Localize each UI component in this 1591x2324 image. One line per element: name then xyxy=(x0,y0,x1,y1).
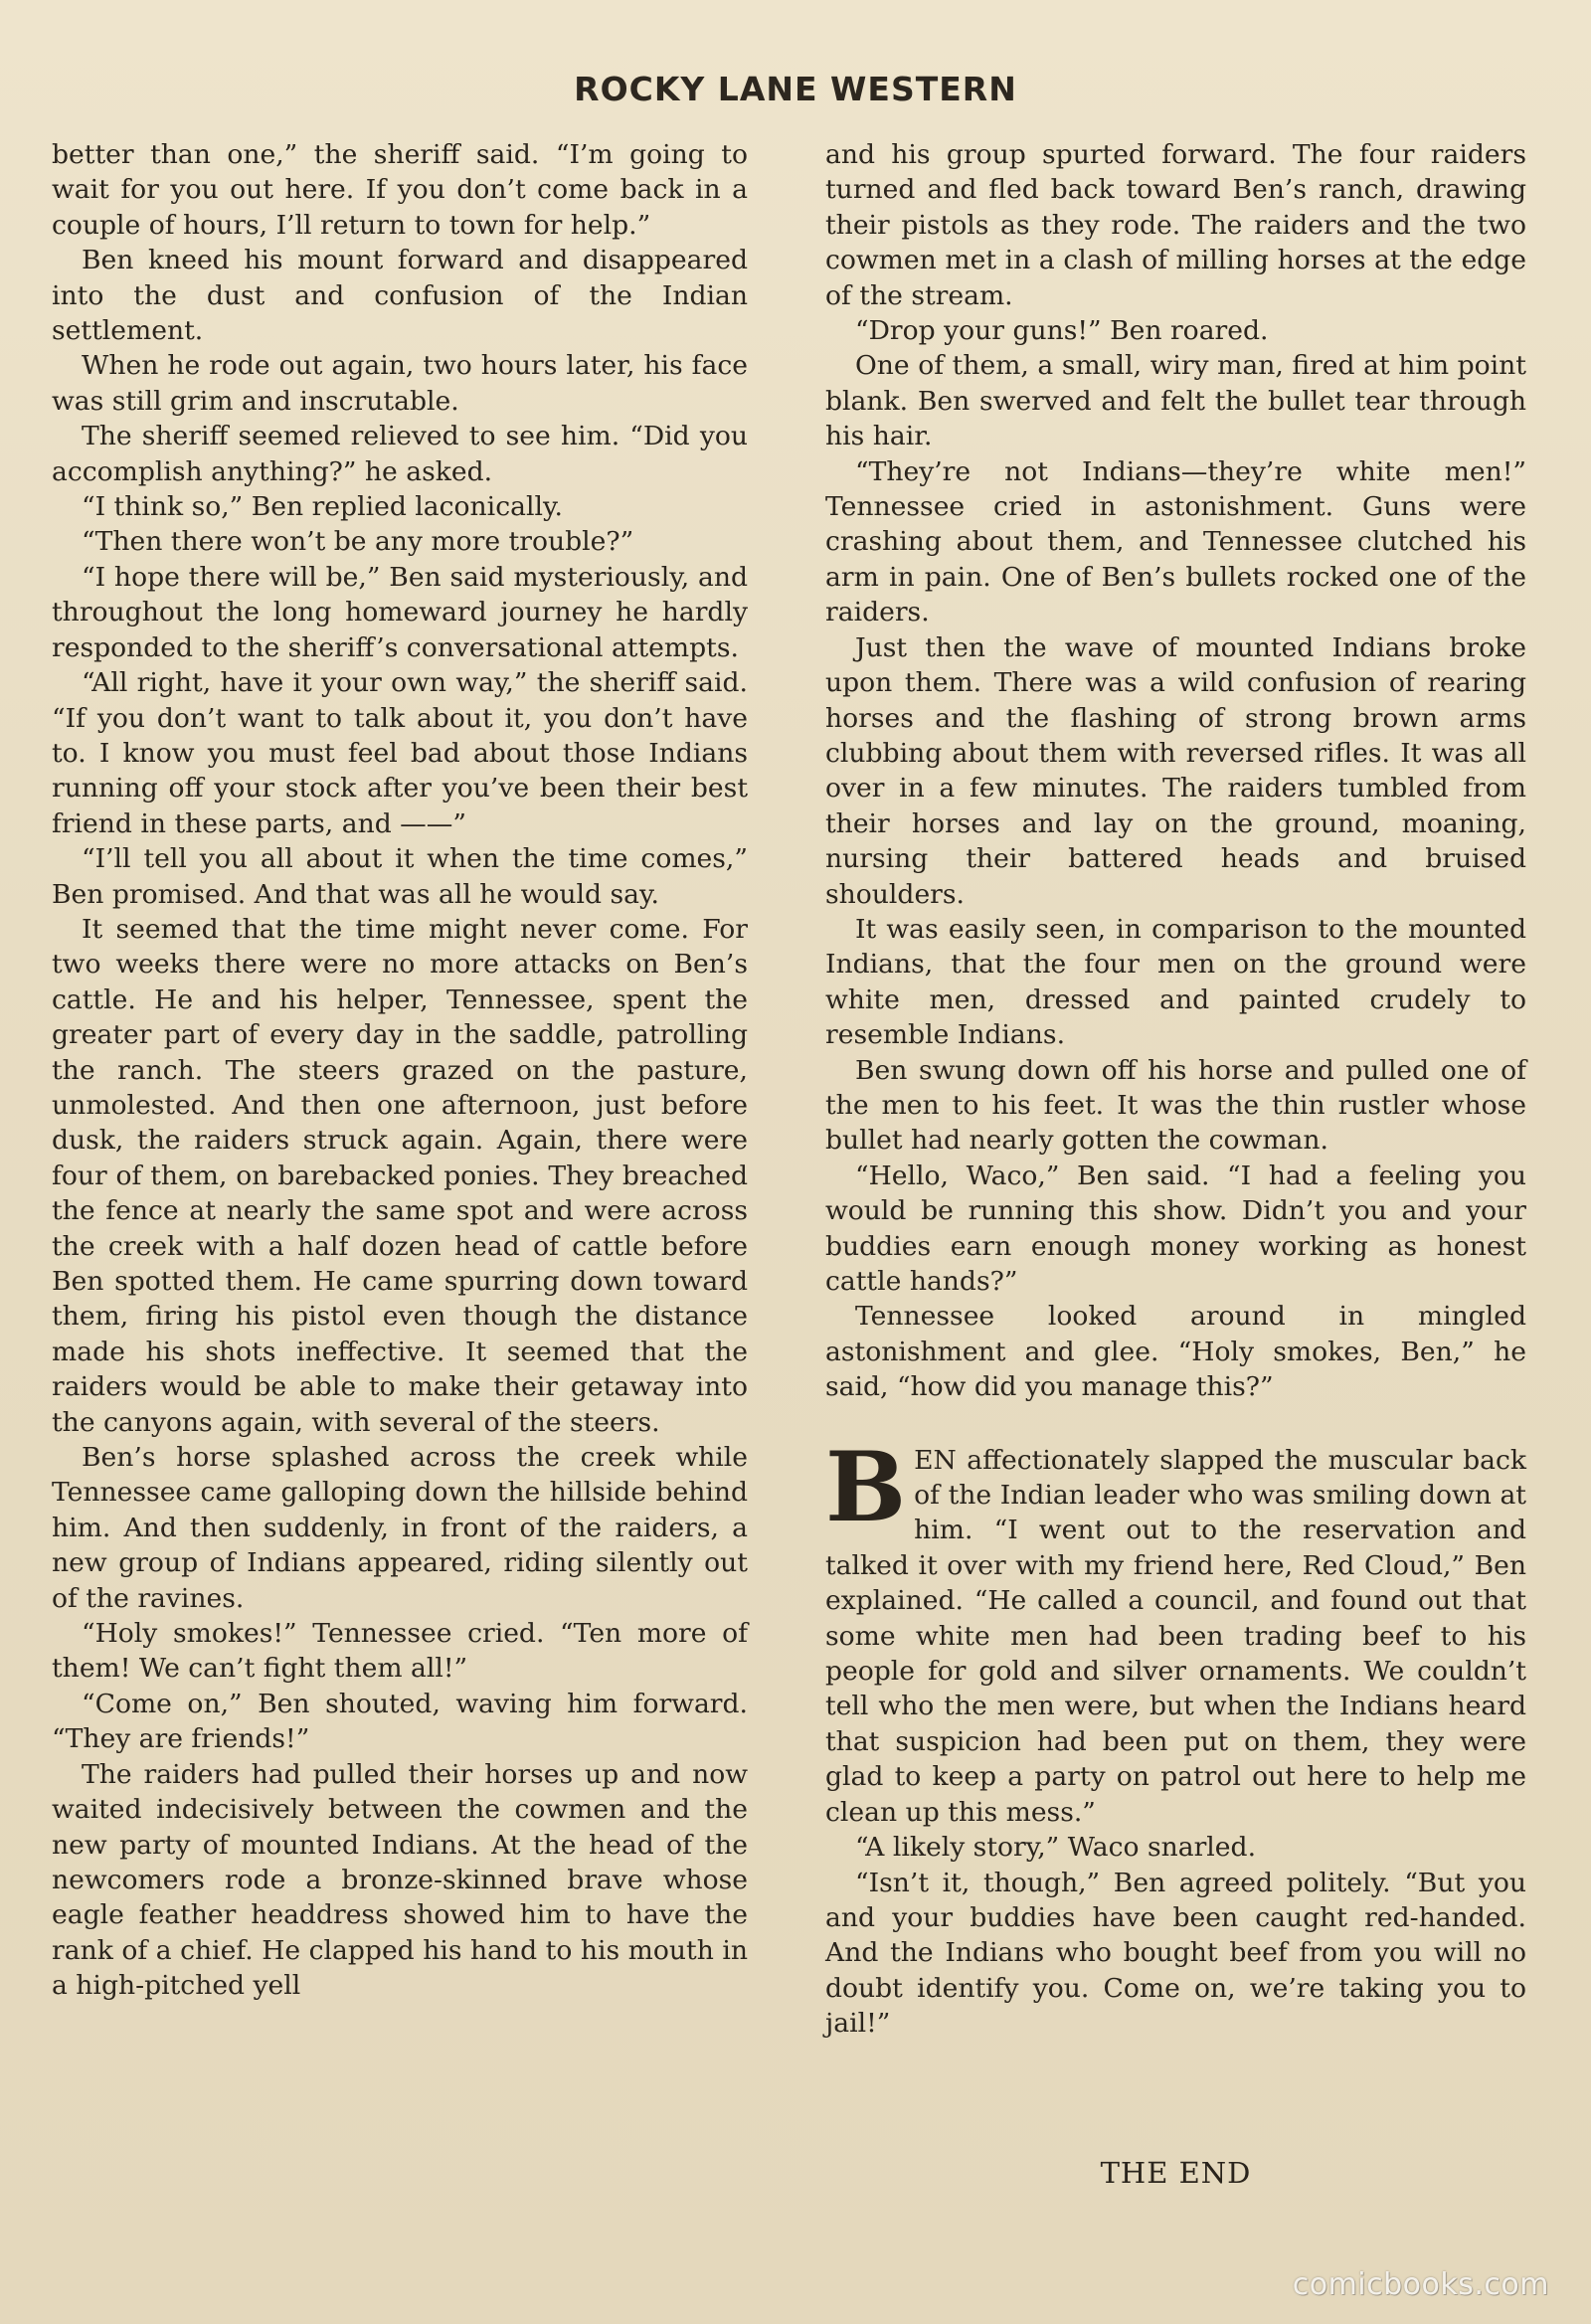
story-paragraph: better than one,” the sheriff said. “I’m going to wait for you out here. If you don’t come back in a couple of hours, I’ll return to town for help.” xyxy=(52,139,748,241)
story-paragraph: “Holy smokes!” Tennessee cried. “Ten more of them! We can’t fight them all!” xyxy=(52,1618,748,1685)
story-paragraph: “Drop your guns!” Ben roared. xyxy=(855,315,1269,347)
story-paragraph: “Hello, Waco,” Ben said. “I had a feeling you would be running this show. Didn’t you and your buddies earn enough money working as honest cattle hands?” xyxy=(825,1160,1526,1297)
section-opening-paragraph xyxy=(825,1430,1526,1830)
story-paragraph: “They’re not Indians—they’re white men!” Tennessee cried in astonishment. Guns were crashing about them, and Tennessee clutched his arm in pain. One of Ben’s bullets rocked one of the raiders. xyxy=(825,455,1526,628)
the-end-label: THE END xyxy=(1100,2156,1252,2190)
story-paragraph: “Then there won’t be any more trouble?” xyxy=(82,526,634,558)
story-paragraph: The sheriff seemed relieved to see him. “Did you accomplish anything?” he asked. xyxy=(52,421,748,487)
drop-cap-letter: B xyxy=(825,1430,907,1543)
running-head-title: ROCKY LANE WESTERN xyxy=(574,70,1017,108)
story-paragraph: “I hope there will be,” Ben said mysteriously, and throughout the long homeward journey he hardly responded to the sheriff’s conversational attempts. xyxy=(52,561,748,663)
story-paragraph: “Come on,” Ben shouted, waving him forward. “They are friends!” xyxy=(52,1688,748,1755)
story-paragraph: One of them, a small, wiry man, fired at him point blank. Ben swerved and felt the bullet tear through his hair. xyxy=(825,350,1526,452)
story-paragraph: The raiders had pulled their horses up and now waited indecisively between the cowmen and the new party of mounted Indians. At the head of the newcomers rode a bronze-skinned brave whose eagle feather headdress showed him to have the rank of a chief. He clapped his hand to his mouth in a high-pitched yell xyxy=(52,1758,748,2002)
section-two-paragraphs xyxy=(825,1830,1526,2041)
story-paragraph: When he rode out again, two hours later, his face was still grim and inscrutable. xyxy=(52,350,748,417)
story-paragraph: “Isn’t it, though,” Ben agreed politely. “But you and your buddies have been caught red-handed. And the Indians who bought beef from you will no doubt identify you. Come on, we’re taking you to jail!” xyxy=(825,1867,1526,2040)
story-paragraph: “I’ll tell you all about it when the time comes,” Ben promised. And that was all he would say. xyxy=(52,843,748,910)
story-paragraph: and his group spurted forward. The four raiders turned and fled back toward Ben’s ranch, drawing their pistols as they rode. The raiders and the two cowmen met in a clash of milling horses at the edge of the stream. xyxy=(825,139,1526,311)
site-watermark: comicbooks.com xyxy=(1292,2267,1549,2302)
story-paragraph: Just then the wave of mounted Indians broke upon them. There was a wild confusion of rearing horses and the flashing of strong brown arms clubbing about them with reversed rifles. It was all over in a few minutes. The raiders tumbled from their horses and lay on the ground, moaning, nursing their battered heads and bruised shoulders. xyxy=(825,631,1526,910)
story-paragraph: Ben swung down off his horse and pulled one of the men to his feet. It was the thin rustler whose bullet had nearly gotten the cowman. xyxy=(825,1054,1526,1157)
story-paragraph: “All right, have it your own way,” the sheriff said. “If you don’t want to talk about it, you don’t have to. I know you must feel bad about those Indians running off your stock after you’ve been their best friend in these parts, and ——” xyxy=(52,667,748,839)
right-column-paragraphs xyxy=(825,137,1526,1405)
story-paragraph: “I think so,” Ben replied laconically. xyxy=(82,491,563,523)
story-paragraph: “A likely story,” Waco snarled. xyxy=(855,1832,1257,1864)
story-paragraph: It seemed that the time might never come. For two weeks there were no more attacks on Ben’s cattle. He and his helper, Tennessee, spent the greater part of every day in the saddle, patrolling the ranch. The steers grazed on the pasture, unmolested. And then one afternoon, just before dusk, the raiders struck again. Again, there were four of them, on barebacked ponies. They breached the fence at nearly the same spot and were across the creek with a half dozen head of cattle before Ben spotted them. He came spurring down toward them, firing his pistol even though the distance made his shots ineffective. It seemed that the raiders would be able to make their getaway into the canyons again, with several of the steers. xyxy=(52,913,748,1438)
left-column xyxy=(52,137,748,2004)
story-paragraph: Ben’s horse splashed across the creek while Tennessee came galloping down the hillside behind him. And then suddenly, in front of the raiders, a new group of Indians appeared, riding silently out of the ravines. xyxy=(52,1442,748,1614)
section-break xyxy=(825,1405,1526,1443)
story-paragraph: It was easily seen, in comparison to the mounted Indians, that the four men on the ground were white men, dressed and painted crudely to resemble Indians. xyxy=(825,913,1526,1051)
section-opening-text: EN affectionately slapped the muscular back of the Indian leader who was smiling down at him. “I went out to the reservation and talked it over with my friend here, Red Cloud,” Ben explained. “He called a council, and found out that some white men had been trading beef to his people for gold and silver ornaments. We couldn’t tell who the men were, but when the Indians heard that suspicion had been put on them, they were glad to keep a party on patrol out here to help me clean up this mess.” xyxy=(825,1444,1526,1828)
story-paragraph: Tennessee looked around in mingled astonishment and glee. “Holy smokes, Ben,” he said, “how did you manage this?” xyxy=(825,1301,1526,1403)
story-paragraph: Ben kneed his mount forward and disappeared into the dust and confusion of the Indian settlement. xyxy=(52,245,748,347)
right-column xyxy=(825,137,1526,2042)
